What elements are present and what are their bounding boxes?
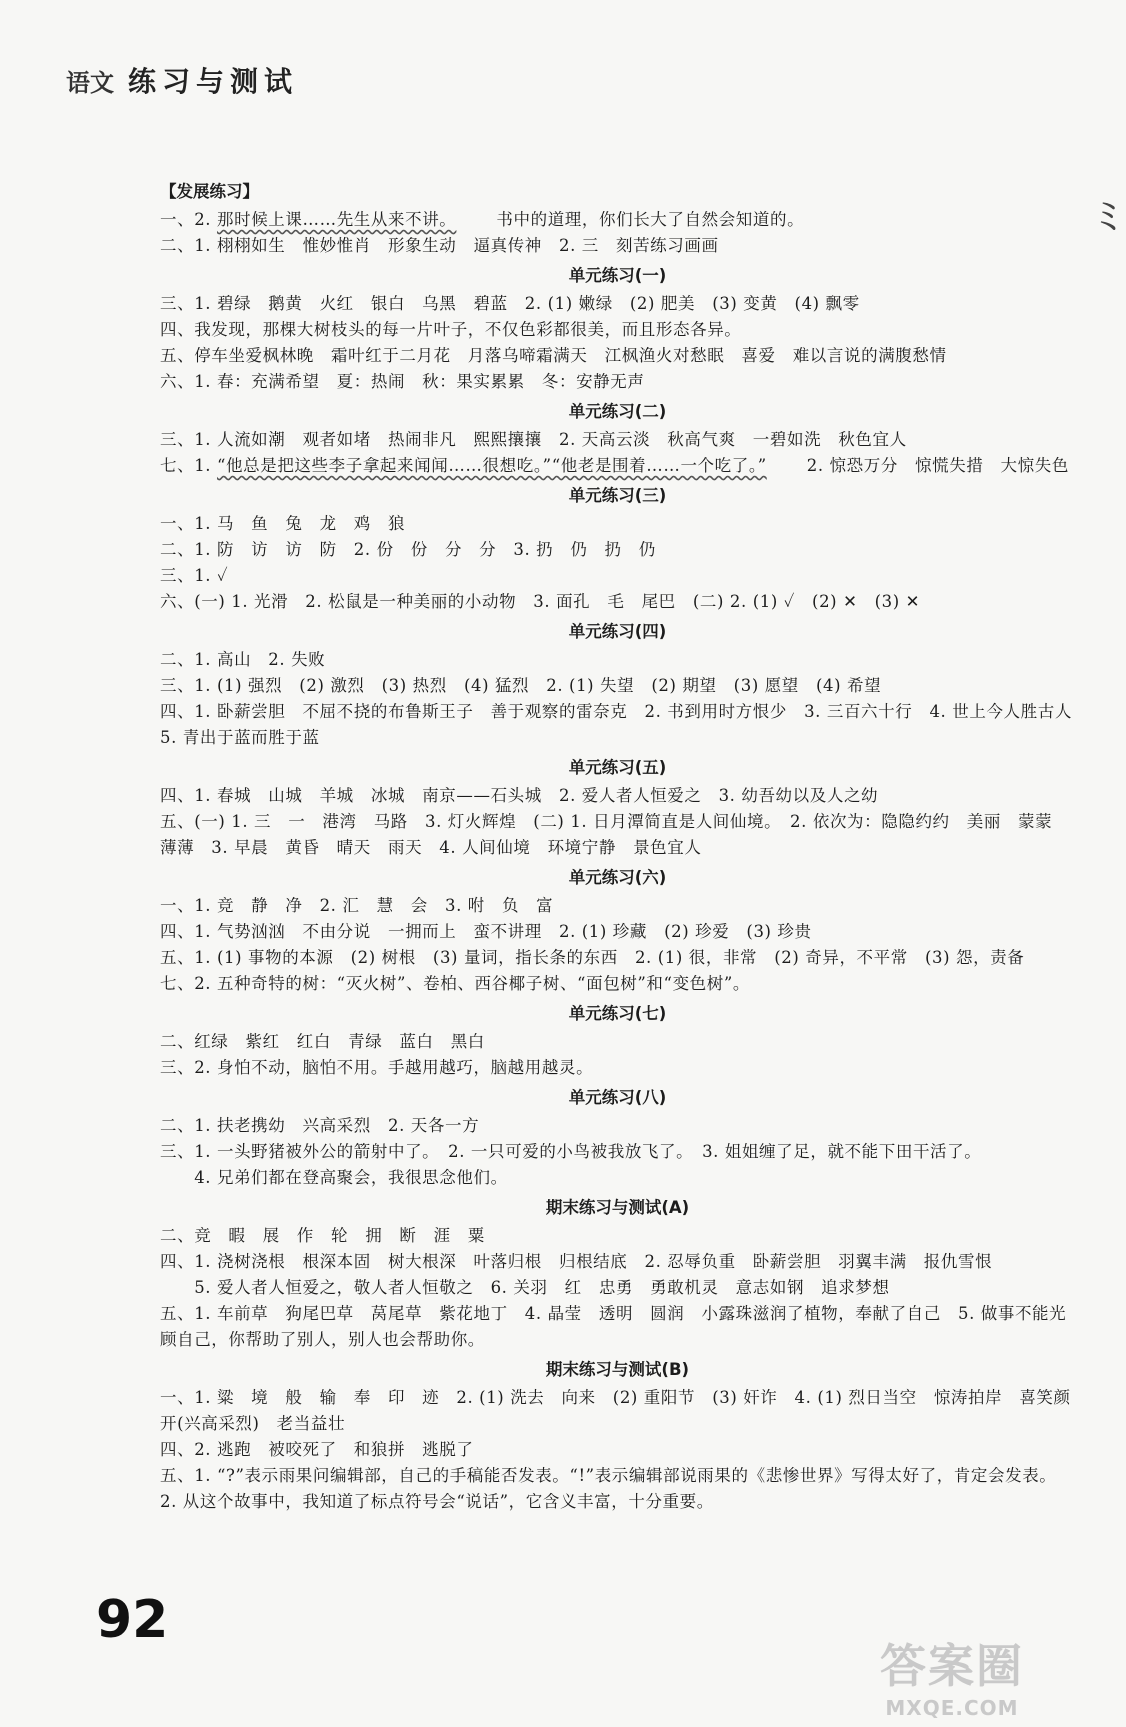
answer-line: 一、1. 马 鱼 兔 龙 鸡 狼 — [160, 514, 406, 533]
watermark-url: MXQE.COM — [885, 1696, 1019, 1720]
answer-content — [160, 175, 1090, 1515]
corner-mark-icon: ﾐ — [1098, 194, 1118, 240]
answer-line: 三、1. ✓ — [160, 566, 229, 585]
answer-line: 三、1. 碧绿 鹅黄 火红 银白 乌黑 碧蓝 2. (1) 嫩绿 (2) 肥美 (3) 变黄 (4) 飘零 — [160, 294, 860, 313]
section-title: 单元练习(四) — [568, 622, 667, 641]
answer-line: 四、1. 卧薪尝胆 不屈不挠的布鲁斯王子 善于观察的雷奈克 2. 书到用时方恨少 3. 三百六十行 4. 世上今人胜古人 5. 青出于蓝而胜于蓝 — [160, 702, 1090, 747]
answer-line — [160, 207, 1075, 233]
answer-line: 四、我发现，那棵大树枝头的每一片叶子，不仅色彩都很美，而且形态各异。 — [160, 320, 742, 339]
answer-line: 二、1. 扶老携幼 兴高采烈 2. 天各一方 — [160, 1116, 480, 1135]
section-title: 单元练习(一) — [568, 266, 667, 285]
answer-line: 5. 爱人者人恒爱之，敬人者人恒敬之 6. 关羽 红 忠勇 勇敢机灵 意志如钢 追求梦想 — [160, 1278, 890, 1297]
answer-line: 四、1. 浇树浇根 根深本固 树大根深 叶落归根 归根结底 2. 忍辱负重 卧薪尝胆 羽翼丰满 报仇雪恨 — [160, 1252, 993, 1271]
answer-line: 二、1. 栩栩如生 惟妙惟肖 形象生动 逼真传神 2. 三 刻苦练习画画 — [160, 236, 719, 255]
answer-line: 五、(一) 1. 三 一 港湾 马路 3. 灯火辉煌 (二) 1. 日月潭简直是人间仙境。 2. 依次为：隐隐约约 美丽 蒙蒙 薄薄 3. 早晨 黄昏 晴天 雨天 4. 人间仙境 环境宁静 景色宜人 — [160, 812, 1070, 857]
page-number: 92 — [96, 1590, 169, 1650]
answer-line: 五、1. 车前草 狗尾巴草 莴尾草 紫花地丁 4. 晶莹 透明 圆润 小露珠滋润了植物，奉献了自己 5. 做事不能光顾自己，你帮助了别人，别人也会帮助你。 — [160, 1304, 1067, 1349]
section-title: 单元练习(六) — [568, 868, 667, 887]
section-title: 单元练习(二) — [568, 402, 667, 421]
answer-line: 二、竞 暇 展 作 轮 拥 断 涯 粟 — [160, 1226, 485, 1245]
answer-line: 三、1. 人流如潮 观者如堵 热闹非凡 熙熙攘攘 2. 天高云淡 秋高气爽 一碧如洗 秋色宜人 — [160, 430, 907, 449]
watermark-text: 答案圈 — [880, 1639, 1024, 1693]
answer-line: 五、1. (1) 事物的本源 (2) 树根 (3) 量词，指长条的东西 2. (1) 很，非常 (2) 奇异，不平常 (3) 怨，责备 — [160, 948, 1025, 967]
section-title: 单元练习(七) — [568, 1004, 667, 1023]
answer-line: 四、1. 气势汹汹 不由分说 一拥而上 蛮不讲理 2. (1) 珍藏 (2) 珍爱 (3) 珍贵 — [160, 922, 812, 941]
answer-line: 三、2. 身怕不动，脑怕不用。手越用越巧，脑越用越灵。 — [160, 1058, 594, 1077]
section-title: 单元练习(八) — [568, 1088, 667, 1107]
section-title: 单元练习(三) — [568, 486, 667, 505]
section-title: 期末练习与测试(A) — [545, 1198, 690, 1217]
answer-line: 六、(一) 1. 光滑 2. 松鼠是一种美丽的小动物 3. 面孔 毛 尾巴 (二) 2. (1) ✓ (2) ✕ (3) ✕ — [160, 592, 921, 611]
answer-prefix: 一、2. — [160, 210, 217, 229]
answer-line: 三、1. (1) 强烈 (2) 激烈 (3) 热烈 (4) 猛烈 2. (1) 失望 (2) 期望 (3) 愿望 (4) 希望 — [160, 676, 882, 695]
answer-suffix: 2. 惊恐万分 惊慌失措 大惊失色 — [806, 456, 1069, 475]
book-title: 练习与测试 — [128, 65, 299, 98]
section-title: 单元练习(五) — [568, 758, 667, 777]
answer-line: 五、停车坐爱枫林晚 霜叶红于二月花 月落乌啼霜满天 江枫渔火对愁眠 喜爱 难以言说的满腹愁情 — [160, 346, 947, 365]
answer-suffix: 书中的道理，你们长大了自然会知道的。 — [496, 210, 805, 229]
page-header — [66, 60, 298, 100]
subject-label: 语文 — [66, 69, 114, 97]
wavy-underlined-text: 那时候上课……先生从来不讲。 — [217, 210, 457, 229]
answer-line: 一、1. 竞 静 净 2. 汇 慧 会 3. 咐 负 富 — [160, 896, 554, 915]
answer-line: 二、1. 高山 2. 失败 — [160, 650, 326, 669]
answer-line: 四、2. 逃跑 被咬死了 和狼拼 逃脱了 — [160, 1440, 474, 1459]
wavy-underlined-text: “他总是把这些李子拿起来闻闻……很想吃。”“他老是围着……一个吃了。” — [217, 456, 767, 475]
answer-line: 4. 兄弟们都在登高聚会，我很思念他们。 — [160, 1168, 508, 1187]
answer-line — [160, 453, 1075, 479]
answer-line: 二、红绿 紫红 红白 青绿 蓝白 黑白 — [160, 1032, 485, 1051]
answer-line: 一、1. 粱 境 般 输 奉 印 迹 2. (1) 洗去 向来 (2) 重阳节 (3) 奸诈 4. (1) 烈日当空 惊涛拍岸 喜笑颜开(兴高采烈) 老当益壮 — [160, 1388, 1071, 1433]
answer-line: 六、1. 春：充满希望 夏：热闹 秋：果实累累 冬：安静无声 — [160, 372, 645, 391]
answer-line: 三、1. 一头野猪被外公的箭射中了。 2. 一只可爱的小鸟被我放飞了。 3. 姐姐缠了足，就不能下田干活了。 — [160, 1142, 982, 1161]
answer-line: 七、2. 五种奇特的树：“灭火树”、卷柏、西谷椰子树、“面包树”和“变色树”。 — [160, 974, 750, 993]
section-title: 【发展练习】 — [160, 182, 259, 201]
answer-line: 四、1. 春城 山城 羊城 冰城 南京——石头城 2. 爱人者人恒爱之 3. 幼吾幼以及人之幼 — [160, 786, 879, 805]
answer-line: 二、1. 防 访 访 防 2. 份 份 分 分 3. 扔 仍 扔 仍 — [160, 540, 656, 559]
answer-prefix: 七、1. — [160, 456, 217, 475]
section-title: 期末练习与测试(B) — [545, 1360, 690, 1379]
watermark-logo — [880, 1630, 1024, 1720]
answer-line: 五、1. “?”表示雨果问编辑部，自己的手稿能否发表。“!”表示编辑部说雨果的《悲惨世界》写得太好了，肯定会发表。 2. 从这个故事中，我知道了标点符号会“说话”，它含义丰富，十分重要。 — [160, 1466, 1066, 1511]
